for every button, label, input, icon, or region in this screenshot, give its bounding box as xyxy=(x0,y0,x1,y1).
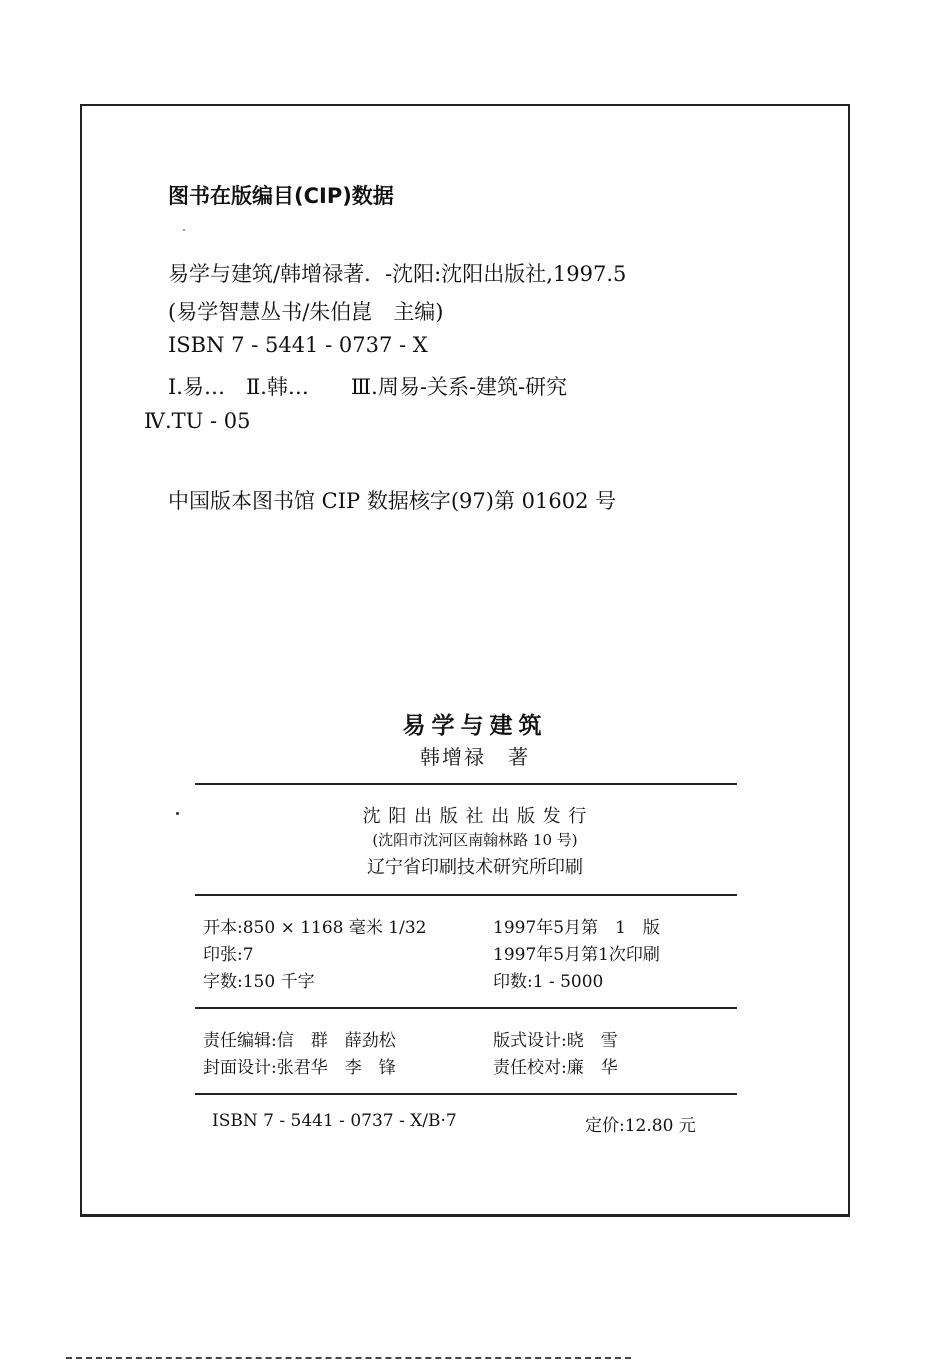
publisher-address: (沈阳市沈河区南翰林路 10 号) xyxy=(372,831,578,849)
publisher-line: 沈 阳 出 版 社 出 版 发 行 xyxy=(362,806,588,827)
printer-line: 辽宁省印刷技术研究所印刷 xyxy=(367,857,583,878)
spec-word-count: 字数:150 千字 xyxy=(203,972,315,992)
cip-line-isbn: ISBN 7 - 5441 - 0737 - X xyxy=(168,333,428,357)
price: 定价:12.80 元 xyxy=(585,1116,696,1136)
spec-print-run: 印数:1 - 5000 xyxy=(493,972,604,992)
spec-format: 开本:850 × 1168 毫米 1/32 xyxy=(203,918,427,938)
cip-line-series: (易学智慧丛书/朱伯崑 主编) xyxy=(168,300,444,324)
cip-record-number: 中国版本图书馆 CIP 数据核字(97)第 01602 号 xyxy=(168,489,617,513)
spec-sheets: 印张:7 xyxy=(203,945,254,965)
footer-isbn: ISBN 7 - 5441 - 0737 - X/B·7 xyxy=(212,1111,457,1131)
divider xyxy=(195,783,737,785)
ink-speck xyxy=(183,229,185,231)
spec-printing: 1997年5月第1次印刷 xyxy=(493,945,660,965)
divider xyxy=(195,1007,737,1009)
book-author: 韩增禄 著 xyxy=(420,745,530,769)
book-title: 易学与建筑 xyxy=(402,713,548,739)
cip-heading: 图书在版编目(CIP)数据 xyxy=(168,184,394,208)
cip-line-subjects: Ⅰ.易… Ⅱ.韩… Ⅲ.周易-关系-建筑-研究 xyxy=(168,375,568,399)
staff-layout-design: 版式设计:晓 雪 xyxy=(493,1031,618,1051)
cip-line-title: 易学与建筑/韩增禄著．-沈阳:沈阳出版社,1997.5 xyxy=(168,262,627,286)
divider xyxy=(195,1093,737,1095)
staff-cover-design: 封面设计:张君华 李 锋 xyxy=(203,1058,396,1078)
divider xyxy=(195,894,737,896)
spec-edition: 1997年5月第 1 版 xyxy=(493,918,660,938)
cip-line-classification: Ⅳ.TU - 05 xyxy=(144,409,251,433)
scan-edge xyxy=(66,1357,631,1359)
staff-editor: 责任编辑:信 群 薛劲松 xyxy=(203,1031,396,1051)
staff-proofreader: 责任校对:廉 华 xyxy=(493,1058,618,1078)
